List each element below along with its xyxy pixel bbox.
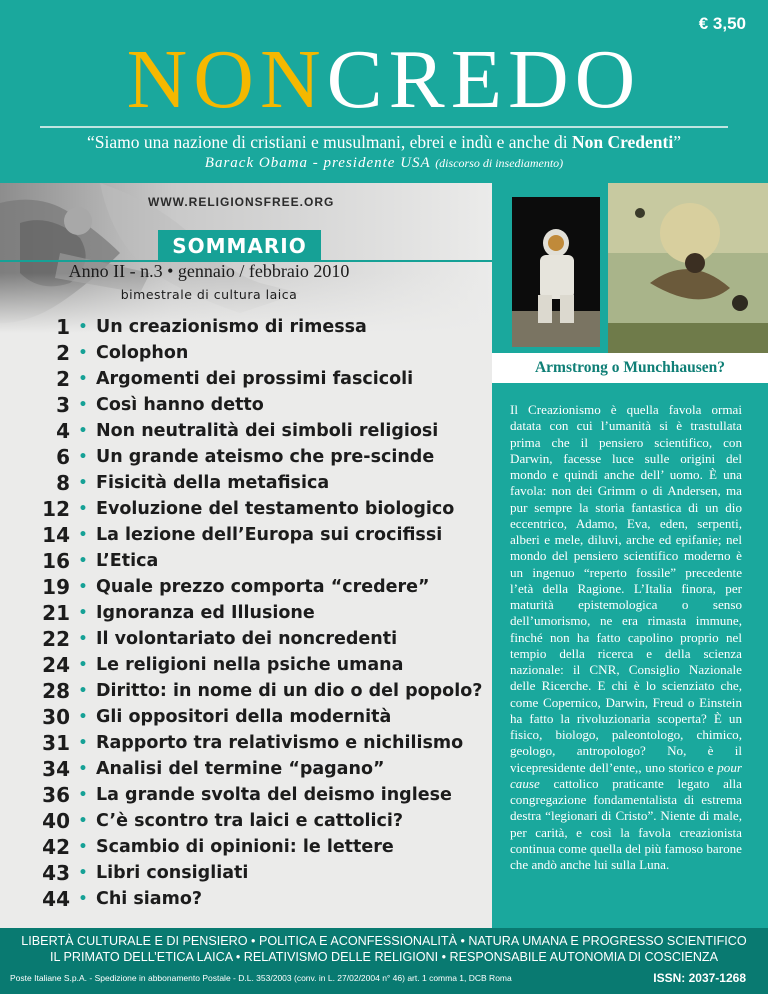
toc-page-number: 42 bbox=[42, 835, 70, 859]
attribution-note: (discorso di insediamento) bbox=[435, 156, 564, 170]
toc-page-number: 30 bbox=[42, 705, 70, 729]
quote-close: ” bbox=[673, 132, 682, 152]
toc-title: Ignoranza ed Illusione bbox=[96, 603, 315, 623]
toc-title: Libri consigliati bbox=[96, 863, 249, 883]
toc-page-number: 4 bbox=[56, 419, 70, 443]
toc-page-number: 21 bbox=[42, 601, 70, 625]
article-italic: pour cause bbox=[510, 759, 742, 791]
toc-entry[interactable] bbox=[12, 678, 492, 704]
toc-entry[interactable] bbox=[12, 548, 492, 574]
toc-page-number: 2 bbox=[56, 367, 70, 391]
toc-page-number: 2 bbox=[56, 341, 70, 365]
toc-entry[interactable] bbox=[12, 366, 492, 392]
toc-title: Così hanno detto bbox=[96, 395, 264, 415]
toc-entry[interactable] bbox=[12, 860, 492, 886]
toc-title: Un grande ateismo che pre-scinde bbox=[96, 447, 435, 467]
toc-page-number: 44 bbox=[42, 887, 70, 911]
sommario-heading: SOMMARIO bbox=[158, 230, 321, 262]
toc-entry[interactable] bbox=[12, 782, 492, 808]
toc-bullet-icon: • bbox=[78, 813, 88, 829]
toc-bullet-icon: • bbox=[78, 839, 88, 855]
toc-title: Fisicità della metafisica bbox=[96, 473, 330, 493]
footer-motto-2: IL PRIMATO DELL’ETICA LAICA • RELATIVISMO DELLE RELIGIONI • RESPONSABILE AUTONOMIA DI COSCIENZA bbox=[49, 950, 719, 964]
toc-entry[interactable] bbox=[12, 470, 492, 496]
toc-entry[interactable] bbox=[12, 626, 492, 652]
toc-page-number: 3 bbox=[56, 393, 70, 417]
toc-page-number: 24 bbox=[42, 653, 70, 677]
toc-entry[interactable] bbox=[12, 574, 492, 600]
toc-entry[interactable] bbox=[12, 834, 492, 860]
toc-bullet-icon: • bbox=[78, 631, 88, 647]
toc-page-number: 14 bbox=[42, 523, 70, 547]
toc-bullet-icon: • bbox=[78, 345, 88, 361]
toc-title: Rapporto tra relativismo e nichilismo bbox=[96, 733, 464, 753]
toc-entry[interactable] bbox=[12, 730, 492, 756]
toc-title: Diritto: in nome di un dio o del popolo? bbox=[96, 681, 483, 701]
table-of-contents bbox=[12, 314, 492, 912]
toc-title: Colophon bbox=[96, 343, 189, 363]
toc-bullet-icon: • bbox=[78, 527, 88, 543]
toc-title: La grande svolta del deismo inglese bbox=[96, 785, 452, 805]
toc-title: Il volontariato dei noncredenti bbox=[96, 629, 398, 649]
website-url[interactable]: WWW.RELIGIONSFREE.ORG bbox=[148, 195, 335, 209]
toc-page-number: 1 bbox=[56, 315, 70, 339]
toc-entry[interactable] bbox=[12, 756, 492, 782]
toc-title: C’è scontro tra laici e cattolici? bbox=[96, 811, 404, 831]
toc-title: Scambio di opinioni: le lettere bbox=[96, 837, 394, 857]
toc-bullet-icon: • bbox=[78, 397, 88, 413]
toc-page-number: 43 bbox=[42, 861, 70, 885]
toc-title: Chi siamo? bbox=[96, 889, 203, 909]
toc-bullet-icon: • bbox=[78, 449, 88, 465]
feature-caption: Armstrong o Munchhausen? bbox=[492, 353, 768, 383]
toc-bullet-icon: • bbox=[78, 683, 88, 699]
feature-article bbox=[510, 402, 742, 873]
toc-title: Le religioni nella psiche umana bbox=[96, 655, 404, 675]
obama-quote bbox=[0, 132, 768, 153]
sommario-panel bbox=[0, 183, 492, 928]
attribution-author: Barack Obama - presidente USA bbox=[204, 155, 431, 171]
toc-title: Gli oppositori della modernità bbox=[96, 707, 392, 727]
toc-entry[interactable] bbox=[12, 496, 492, 522]
toc-page-number: 19 bbox=[42, 575, 70, 599]
toc-entry[interactable] bbox=[12, 600, 492, 626]
toc-bullet-icon: • bbox=[78, 657, 88, 673]
magazine-subtitle: bimestrale di cultura laica bbox=[120, 287, 298, 302]
toc-bullet-icon: • bbox=[78, 865, 88, 881]
article-text-2: cattolico praticante legato alla congregazione fondamentalista di estrema destra “legionari di Cristo”. Niente di male, per carità, e così la favola creazionista continua come quella del più famoso barone che andò anche lui sulla Luna. bbox=[510, 775, 742, 872]
masthead-non: NON bbox=[126, 33, 327, 126]
toc-title: Un creazionismo di rimessa bbox=[96, 317, 367, 337]
toc-page-number: 6 bbox=[56, 445, 70, 469]
toc-bullet-icon: • bbox=[78, 553, 88, 569]
quote-emphasis: Non Credenti bbox=[571, 132, 674, 152]
quote-attribution bbox=[0, 155, 768, 172]
toc-title: Evoluzione del testamento biologico bbox=[96, 499, 455, 519]
munchhausen-painting bbox=[608, 183, 768, 353]
toc-entry[interactable] bbox=[12, 392, 492, 418]
toc-page-number: 16 bbox=[42, 549, 70, 573]
toc-page-number: 22 bbox=[42, 627, 70, 651]
toc-entry[interactable] bbox=[12, 522, 492, 548]
toc-bullet-icon: • bbox=[78, 319, 88, 335]
toc-page-number: 40 bbox=[42, 809, 70, 833]
toc-bullet-icon: • bbox=[78, 371, 88, 387]
toc-entry[interactable] bbox=[12, 444, 492, 470]
toc-page-number: 31 bbox=[42, 731, 70, 755]
toc-entry[interactable] bbox=[12, 652, 492, 678]
masthead-rule bbox=[40, 126, 728, 128]
toc-title: La lezione dell’Europa sui crocifissi bbox=[96, 525, 443, 545]
toc-entry[interactable] bbox=[12, 886, 492, 912]
toc-page-number: 8 bbox=[56, 471, 70, 495]
toc-bullet-icon: • bbox=[78, 787, 88, 803]
postal-legal-text: Poste Italiane S.p.A. - Spedizione in abbonamento Postale - D.L. 353/2003 (conv. in L. 27/02/2004 n° 46) art. 1 comma 1, DCB Roma bbox=[10, 973, 512, 983]
toc-title: Argomenti dei prossimi fascicoli bbox=[96, 369, 414, 389]
toc-bullet-icon: • bbox=[78, 891, 88, 907]
toc-bullet-icon: • bbox=[78, 501, 88, 517]
issue-info: Anno II - n.3 • gennaio / febbraio 2010 bbox=[68, 261, 350, 281]
toc-bullet-icon: • bbox=[78, 423, 88, 439]
cover-photos bbox=[500, 183, 768, 353]
article-text-1: Il Creazionismo è quella favola ormai datata con cui l’umanità si è trastullata prima che il pensiero scientifico, con Darwin, facesse luce sulle origini del mondo e quindi anche dell’ uomo. È una favola: non dei Grimm o di Andersen, ma pur sempre la storia fantastica di un dio eccentrico, Adamo, Eva, eden, serpenti, alberi e mele, diluvi, arche ed epifanie; nel mondo del pensiero scientifico moderno è un ingenuo “reperto fossile” precedente l’età della Ragione. L’Italia finora, per maturità epistemologica o senso dell’umorismo, ne era rimasta immune, finché non ha fatto capolino proprio nel tempio della ricerca e della scienza nazionale: il CNR, Consiglio Nazionale delle Ricerche. E chi è lo scienziato che, come Copernico, Darwin, Freud o Einstein ha fatto la rivoluzionaria scoperta? È un fisico, biologo, paleontologo, chimico, geologo, antropologo? No, è il vicepresidente dell’ente,, uno storico e bbox=[510, 402, 742, 775]
issn-label: ISSN: 2037-1268 bbox=[653, 971, 746, 985]
toc-page-number: 12 bbox=[42, 497, 70, 521]
toc-title: Quale prezzo comporta “credere” bbox=[96, 577, 430, 597]
toc-bullet-icon: • bbox=[78, 761, 88, 777]
quote-text: “Siamo una nazione di cristiani e musulmani, ebrei e indù e anche di bbox=[86, 132, 572, 152]
toc-title: L’Etica bbox=[96, 551, 159, 571]
price-label: € 3,50 bbox=[698, 14, 746, 33]
toc-page-number: 36 bbox=[42, 783, 70, 807]
toc-page-number: 28 bbox=[42, 679, 70, 703]
toc-entry[interactable] bbox=[12, 340, 492, 366]
astronaut-photo bbox=[512, 197, 600, 347]
toc-bullet-icon: • bbox=[78, 475, 88, 491]
toc-entry[interactable] bbox=[12, 808, 492, 834]
toc-entry[interactable] bbox=[12, 314, 492, 340]
toc-bullet-icon: • bbox=[78, 605, 88, 621]
footer-band bbox=[0, 928, 768, 994]
masthead-logo bbox=[0, 33, 768, 126]
masthead-credo: CREDO bbox=[326, 33, 642, 126]
toc-title: Non neutralità dei simboli religiosi bbox=[96, 421, 439, 441]
toc-bullet-icon: • bbox=[78, 735, 88, 751]
toc-bullet-icon: • bbox=[78, 709, 88, 725]
toc-entry[interactable] bbox=[12, 704, 492, 730]
footer-motto-1: LIBERTÀ CULTURALE E DI PENSIERO • POLITICA E ACONFESSIONALITÀ • NATURA UMANA E PROGRESSO SCIENTIFICO bbox=[21, 934, 747, 948]
toc-page-number: 34 bbox=[42, 757, 70, 781]
toc-bullet-icon: • bbox=[78, 579, 88, 595]
toc-title: Analisi del termine “pagano” bbox=[96, 759, 385, 779]
toc-entry[interactable] bbox=[12, 418, 492, 444]
